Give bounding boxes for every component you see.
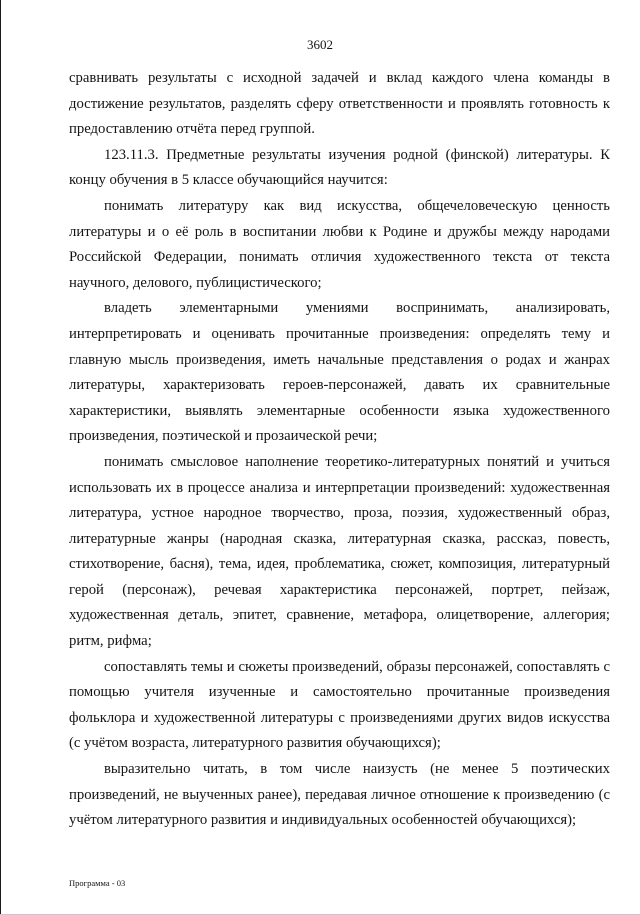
page-number: 3602: [307, 37, 333, 52]
paragraph-item: понимать литературу как вид искусства, общечеловеческую ценность литературы и о её роль в воспитании любви к Родине и дружбы между народами Российской Федерации, понимать отличия художественного текста от текста научного, делового, публицистического;: [69, 197, 610, 291]
document-body: [69, 66, 610, 834]
paragraph-item: владеть элементарными умениями воспринимать, анализировать, интерпретировать и оценивать прочитанные произведения: определять тему и главную мысль произведения, иметь начальные представления о родах и жанрах литературы, характеризовать героев-персонажей, давать их сравнительные характеристики, выявлять элементарные особенности языка художественного произведения, поэтической и прозаической речи;: [69, 300, 610, 445]
paragraph-section-heading: 123.11.3. Предметные результаты изучения родной (финской) литературы. К концу обучения в 5 классе обучающийся научится:: [69, 146, 610, 189]
scan-edge-left: [0, 0, 1, 915]
paragraph-item: понимать смысловое наполнение теоретико-литературных понятий и учиться использовать их в процессе анализа и интерпретации произведений: художественная литература, устное народное творчество, проза, поэзия, художественный образ, литературные жанры (народная сказка, литературная сказка, рассказ, повесть, стихотворение, басня), тема, идея, проблематика, сюжет, композиция, литературный герой (персонаж), речевая характеристика персонажей, портрет, пейзаж, художественная деталь, эпитет, сравнение, метафора, олицетворение, аллегория; ритм, рифма;: [69, 453, 610, 650]
paragraph-continuation: сравнивать результаты с исходной задачей и вклад каждого члена команды в достижение результатов, разделять сферу ответственности и проявлять готовность к предоставлению отчёта перед группой.: [69, 70, 610, 138]
paragraph-item: сопоставлять темы и сюжеты произведений, образы персонажей, сопоставлять с помощью учителя изученные и самостоятельно прочитанные произведения фольклора и художественной литературы с произведениями других видов искусства (с учётом возраста, литературного развития обучающихся);: [69, 658, 610, 752]
footer-label: Программа - 03: [69, 878, 126, 888]
paragraph-item: выразительно читать, в том числе наизусть (не менее 5 поэтических произведений, не выученных ранее), передавая личное отношение к произведению (с учётом литературного развития и индивидуальных особенностей обучающихся);: [69, 761, 610, 829]
